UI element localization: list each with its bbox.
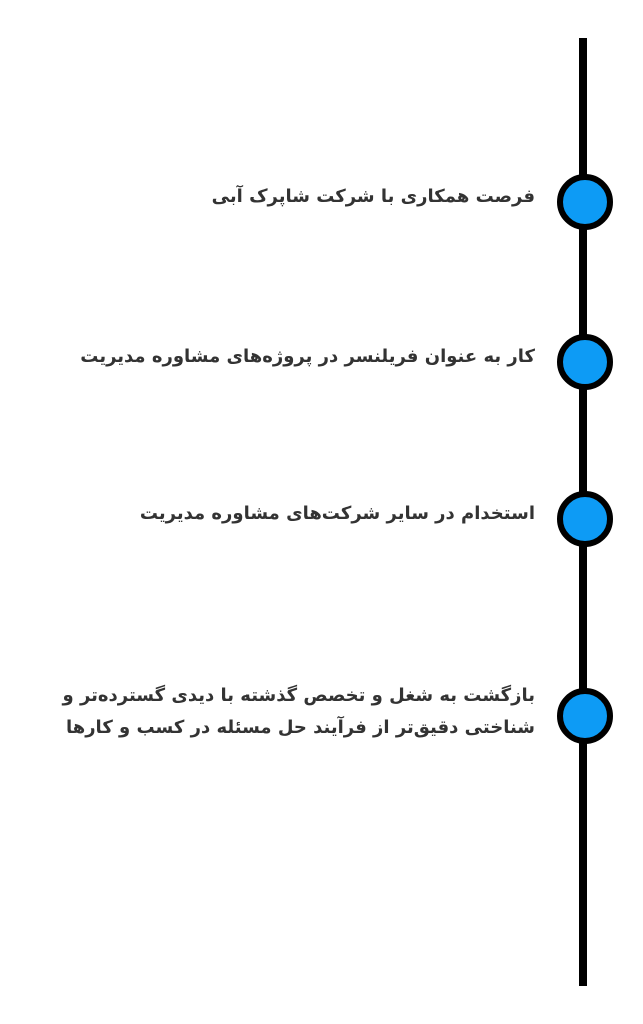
timeline-node (557, 688, 613, 744)
timeline-item-text: فرصت همکاری با شرکت شاپرک آبی (211, 186, 535, 207)
timeline-item-text: کار به عنوان فریلنسر در پروژه‌های مشاوره مدیریت (80, 346, 535, 367)
timeline-item-text-line: بازگشت به شغل و تخصص گذشته با دیدی گسترده‌تر و (62, 685, 535, 706)
timeline-node (557, 334, 613, 390)
timeline-item-text (15, 680, 535, 744)
timeline-item-text-line: شناختی دقیق‌تر از فرآیند حل مسئله در کسب و کارها (65, 717, 535, 738)
timeline-node (557, 174, 613, 230)
timeline-item-text: استخدام در سایر شرکت‌های مشاوره مدیریت (139, 503, 535, 524)
timeline-node (557, 491, 613, 547)
